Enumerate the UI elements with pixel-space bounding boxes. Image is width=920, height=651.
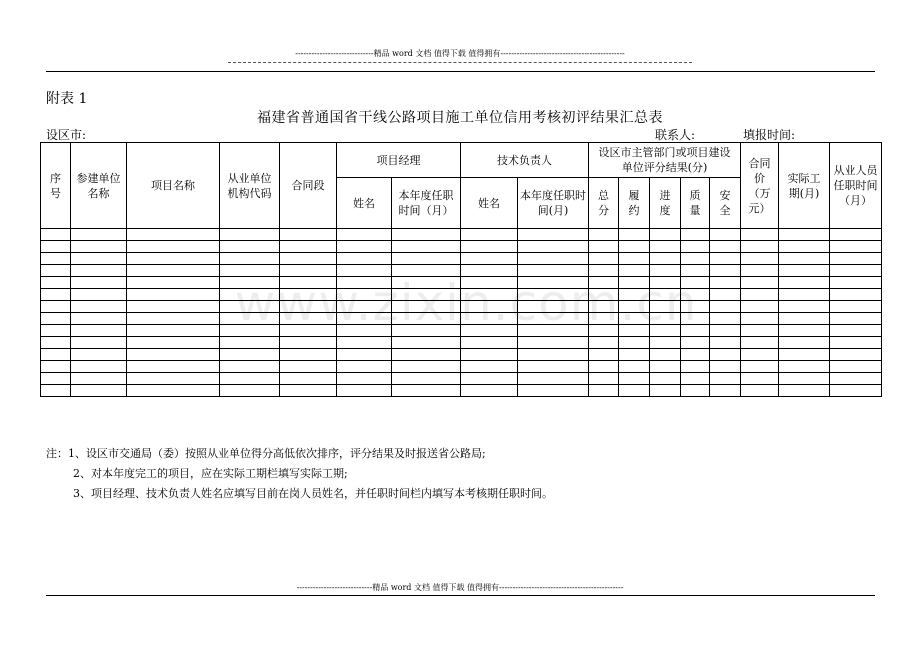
table-row — [41, 313, 882, 325]
sub-header-progress: 进度 — [650, 178, 681, 229]
table-cell[interactable] — [220, 265, 280, 277]
table-cell[interactable] — [779, 229, 830, 241]
table-cell[interactable] — [619, 241, 650, 253]
table-cell[interactable] — [337, 253, 392, 265]
table-cell[interactable] — [71, 265, 127, 277]
table-cell[interactable] — [461, 325, 518, 337]
table-cell[interactable] — [392, 385, 461, 397]
table-cell[interactable] — [710, 313, 741, 325]
table-cell[interactable] — [619, 277, 650, 289]
table-cell[interactable] — [518, 313, 589, 325]
table-cell[interactable] — [220, 277, 280, 289]
table-cell[interactable] — [461, 385, 518, 397]
table-cell[interactable] — [650, 265, 681, 277]
table-cell[interactable] — [830, 325, 882, 337]
table-row — [41, 349, 882, 361]
table-cell[interactable] — [280, 253, 337, 265]
table-row — [41, 373, 882, 385]
table-cell[interactable] — [619, 253, 650, 265]
notes-block — [46, 444, 553, 504]
fill-date-label: 填报时间: — [743, 128, 796, 142]
table-cell[interactable] — [127, 325, 220, 337]
table-cell[interactable] — [41, 301, 71, 313]
table-cell[interactable] — [127, 361, 220, 373]
table-cell[interactable] — [71, 301, 127, 313]
table-cell[interactable] — [518, 349, 589, 361]
table-cell[interactable] — [650, 229, 681, 241]
table-cell[interactable] — [71, 337, 127, 349]
table-cell[interactable] — [41, 229, 71, 241]
table-row — [41, 301, 882, 313]
table-cell[interactable] — [779, 385, 830, 397]
table-cell[interactable] — [392, 241, 461, 253]
page-header-text: -----------------------------精品 word 文档 值得下载 值得拥有---------------------------------------------- — [295, 49, 625, 58]
table-row — [41, 253, 882, 265]
sub-header-pm-term: 本年度任职时间（月） — [392, 178, 461, 229]
table-cell[interactable] — [710, 337, 741, 349]
table-cell[interactable] — [461, 373, 518, 385]
table-cell[interactable] — [589, 349, 619, 361]
table-cell[interactable] — [280, 265, 337, 277]
table-cell[interactable] — [681, 361, 710, 373]
table-cell[interactable] — [518, 277, 589, 289]
table-cell[interactable] — [619, 313, 650, 325]
table-cell[interactable] — [779, 337, 830, 349]
table-cell[interactable] — [741, 253, 779, 265]
table-cell[interactable] — [830, 361, 882, 373]
table-cell[interactable] — [710, 373, 741, 385]
table-cell[interactable] — [650, 289, 681, 301]
table-cell[interactable] — [392, 361, 461, 373]
table-cell[interactable] — [830, 385, 882, 397]
group-header-score: 设区市主管部门或项目建设单位评分结果(分) — [589, 143, 741, 178]
table-cell[interactable] — [71, 289, 127, 301]
table-cell[interactable] — [220, 361, 280, 373]
table-cell[interactable] — [127, 265, 220, 277]
table-cell[interactable] — [127, 301, 220, 313]
table-cell[interactable] — [337, 385, 392, 397]
table-cell[interactable] — [127, 349, 220, 361]
table-cell[interactable] — [41, 289, 71, 301]
sub-header-safety: 安全 — [710, 178, 741, 229]
col-header-staff-term: 从业人员任职时间（月） — [830, 143, 882, 229]
table-cell[interactable] — [741, 241, 779, 253]
watermark: www.zixin.com.cn — [234, 274, 698, 332]
table-cell[interactable] — [741, 265, 779, 277]
table-cell[interactable] — [518, 385, 589, 397]
table-cell[interactable] — [392, 349, 461, 361]
table-cell[interactable] — [392, 229, 461, 241]
page-footer-text: ----------------------------精品 word 文档 值得下载 值得拥有---------------------------------------------- — [296, 583, 624, 592]
summary-table — [40, 142, 882, 397]
table-cell[interactable] — [681, 289, 710, 301]
table-cell[interactable] — [589, 241, 619, 253]
table-cell[interactable] — [461, 241, 518, 253]
table-cell[interactable] — [337, 229, 392, 241]
note-item: 注：1、设区市交通局（委）按照从业单位得分高低依次排序，评分结果及时报送省公路局; — [46, 447, 486, 460]
table-cell[interactable] — [280, 373, 337, 385]
table-cell[interactable] — [518, 373, 589, 385]
table-cell[interactable] — [71, 349, 127, 361]
table-cell[interactable] — [741, 277, 779, 289]
table-cell[interactable] — [589, 337, 619, 349]
table-cell[interactable] — [650, 241, 681, 253]
table-cell[interactable] — [650, 373, 681, 385]
table-cell[interactable] — [619, 325, 650, 337]
footer-rule — [46, 595, 875, 596]
table-cell[interactable] — [71, 361, 127, 373]
table-cell[interactable] — [71, 241, 127, 253]
col-header-unit: 参建单位名称 — [71, 143, 127, 229]
table-cell[interactable] — [619, 373, 650, 385]
table-row — [41, 289, 882, 301]
table-cell[interactable] — [681, 229, 710, 241]
col-header-project: 项目名称 — [127, 143, 220, 229]
table-cell[interactable] — [741, 349, 779, 361]
table-cell[interactable] — [337, 241, 392, 253]
table-cell[interactable] — [681, 373, 710, 385]
table-cell[interactable] — [779, 301, 830, 313]
table-cell[interactable] — [392, 373, 461, 385]
table-cell[interactable] — [830, 253, 882, 265]
table-cell[interactable] — [710, 301, 741, 313]
table-cell[interactable] — [619, 337, 650, 349]
table-cell[interactable] — [741, 313, 779, 325]
table-cell[interactable] — [41, 241, 71, 253]
table-cell[interactable] — [337, 349, 392, 361]
table-cell[interactable] — [619, 361, 650, 373]
table-cell[interactable] — [280, 301, 337, 313]
table-cell[interactable] — [518, 337, 589, 349]
table-cell[interactable] — [392, 313, 461, 325]
table-cell[interactable] — [741, 229, 779, 241]
table-cell[interactable] — [392, 265, 461, 277]
table-cell[interactable] — [589, 301, 619, 313]
table-cell[interactable] — [280, 277, 337, 289]
table-cell[interactable] — [710, 349, 741, 361]
contact-label: 联系人: — [655, 128, 696, 142]
note-item: 2、对本年度完工的项目，应在实际工期栏填写实际工期; — [73, 467, 348, 480]
table-cell[interactable] — [280, 289, 337, 301]
appendix-label: 附表 1 — [46, 91, 88, 107]
table-cell[interactable] — [619, 229, 650, 241]
table-cell[interactable] — [710, 289, 741, 301]
sub-header-tech-term: 本年度任职时间(月) — [518, 178, 589, 229]
table-cell[interactable] — [220, 289, 280, 301]
table-cell[interactable] — [779, 349, 830, 361]
table-cell[interactable] — [681, 301, 710, 313]
table-cell[interactable] — [518, 241, 589, 253]
table-cell[interactable] — [41, 265, 71, 277]
table-cell[interactable] — [337, 361, 392, 373]
table-cell[interactable] — [392, 253, 461, 265]
table-cell[interactable] — [220, 325, 280, 337]
table-cell[interactable] — [127, 313, 220, 325]
table-cell[interactable] — [71, 253, 127, 265]
table-cell[interactable] — [220, 301, 280, 313]
table-cell[interactable] — [461, 349, 518, 361]
table-cell[interactable] — [741, 337, 779, 349]
table-cell[interactable] — [392, 301, 461, 313]
table-cell[interactable] — [337, 301, 392, 313]
table-cell[interactable] — [830, 349, 882, 361]
table-cell[interactable] — [830, 337, 882, 349]
table-header-row-1 — [41, 143, 882, 178]
table-cell[interactable] — [337, 277, 392, 289]
table-cell[interactable] — [41, 277, 71, 289]
table-cell[interactable] — [127, 385, 220, 397]
table-cell[interactable] — [830, 265, 882, 277]
table-cell[interactable] — [280, 337, 337, 349]
table-row — [41, 361, 882, 373]
table-cell[interactable] — [337, 337, 392, 349]
header-dashed-line — [228, 62, 692, 63]
table-cell[interactable] — [127, 289, 220, 301]
table-cell[interactable] — [41, 253, 71, 265]
table-cell[interactable] — [518, 253, 589, 265]
table-cell[interactable] — [280, 361, 337, 373]
table-cell[interactable] — [830, 229, 882, 241]
table-cell[interactable] — [710, 229, 741, 241]
table-cell[interactable] — [589, 313, 619, 325]
col-header-actual-period: 实际工期(月) — [779, 143, 830, 229]
table-cell[interactable] — [681, 277, 710, 289]
table-cell[interactable] — [280, 385, 337, 397]
table-cell[interactable] — [779, 325, 830, 337]
table-cell[interactable] — [127, 337, 220, 349]
table-cell[interactable] — [650, 385, 681, 397]
table-cell[interactable] — [518, 265, 589, 277]
sub-header-performance: 履约 — [619, 178, 650, 229]
table-cell[interactable] — [710, 361, 741, 373]
table-cell[interactable] — [220, 253, 280, 265]
table-cell[interactable] — [589, 361, 619, 373]
table-cell[interactable] — [650, 325, 681, 337]
table-cell[interactable] — [337, 313, 392, 325]
table-cell[interactable] — [518, 361, 589, 373]
table-cell[interactable] — [220, 229, 280, 241]
table-cell[interactable] — [650, 253, 681, 265]
table-cell[interactable] — [41, 337, 71, 349]
table-cell[interactable] — [830, 241, 882, 253]
table-cell[interactable] — [127, 277, 220, 289]
table-cell[interactable] — [41, 361, 71, 373]
table-cell[interactable] — [280, 241, 337, 253]
table-cell[interactable] — [710, 241, 741, 253]
table-cell[interactable] — [650, 337, 681, 349]
table-cell[interactable] — [830, 289, 882, 301]
table-cell[interactable] — [127, 373, 220, 385]
table-cell[interactable] — [779, 241, 830, 253]
table-cell[interactable] — [710, 385, 741, 397]
col-header-org-code: 从业单位机构代码 — [220, 143, 280, 229]
table-cell[interactable] — [681, 349, 710, 361]
table-cell[interactable] — [589, 385, 619, 397]
table-cell[interactable] — [589, 277, 619, 289]
table-cell[interactable] — [710, 265, 741, 277]
table-cell[interactable] — [589, 253, 619, 265]
table-cell[interactable] — [650, 277, 681, 289]
table-cell[interactable] — [337, 325, 392, 337]
table-cell[interactable] — [392, 277, 461, 289]
table-cell[interactable] — [779, 265, 830, 277]
table-cell[interactable] — [741, 289, 779, 301]
table-cell[interactable] — [220, 313, 280, 325]
table-cell[interactable] — [337, 373, 392, 385]
table-cell[interactable] — [71, 277, 127, 289]
table-cell[interactable] — [518, 229, 589, 241]
table-cell[interactable] — [461, 265, 518, 277]
table-cell[interactable] — [518, 301, 589, 313]
table-cell[interactable] — [392, 289, 461, 301]
table-cell[interactable] — [41, 313, 71, 325]
table-cell[interactable] — [220, 373, 280, 385]
sub-header-pm-name: 姓名 — [337, 178, 392, 229]
table-cell[interactable] — [589, 265, 619, 277]
table-row — [41, 385, 882, 397]
table-cell[interactable] — [681, 253, 710, 265]
document-title: 福建省普通国省干线公路项目施工单位信用考核初评结果汇总表 — [257, 110, 663, 126]
table-cell[interactable] — [681, 325, 710, 337]
table-cell[interactable] — [127, 229, 220, 241]
table-cell[interactable] — [710, 277, 741, 289]
table-cell[interactable] — [779, 253, 830, 265]
col-header-contract-price: 合同价（万元） — [741, 143, 779, 229]
table-cell[interactable] — [220, 337, 280, 349]
city-label: 设区市: — [46, 128, 87, 142]
table-cell[interactable] — [71, 325, 127, 337]
table-cell[interactable] — [461, 277, 518, 289]
table-cell[interactable] — [741, 325, 779, 337]
table-cell[interactable] — [127, 253, 220, 265]
table-cell[interactable] — [589, 289, 619, 301]
table-cell[interactable] — [220, 241, 280, 253]
table-cell[interactable] — [830, 313, 882, 325]
table-cell[interactable] — [518, 325, 589, 337]
table-cell[interactable] — [619, 349, 650, 361]
table-cell[interactable] — [71, 229, 127, 241]
table-cell[interactable] — [461, 301, 518, 313]
table-cell[interactable] — [779, 313, 830, 325]
table-cell[interactable] — [337, 289, 392, 301]
table-cell[interactable] — [392, 337, 461, 349]
table-cell[interactable] — [220, 349, 280, 361]
note-item: 3、项目经理、技术负责人姓名应填写目前在岗人员姓名，并任职时间栏内填写本考核期任职时间。 — [73, 487, 553, 500]
table-cell[interactable] — [681, 241, 710, 253]
table-cell[interactable] — [650, 301, 681, 313]
table-cell[interactable] — [741, 385, 779, 397]
table-row — [41, 325, 882, 337]
table-cell[interactable] — [461, 229, 518, 241]
group-header-project-manager: 项目经理 — [337, 143, 461, 178]
table-cell[interactable] — [779, 373, 830, 385]
table-cell[interactable] — [41, 325, 71, 337]
table-cell[interactable] — [461, 313, 518, 325]
table-cell[interactable] — [41, 373, 71, 385]
table-cell[interactable] — [619, 265, 650, 277]
table-cell[interactable] — [461, 361, 518, 373]
table-cell[interactable] — [741, 361, 779, 373]
table-row — [41, 277, 882, 289]
group-header-tech-lead: 技术负责人 — [461, 143, 589, 178]
table-cell[interactable] — [681, 265, 710, 277]
table-cell[interactable] — [220, 385, 280, 397]
col-header-contract-section: 合同段 — [280, 143, 337, 229]
table-cell[interactable] — [392, 325, 461, 337]
table-cell[interactable] — [337, 265, 392, 277]
table-cell[interactable] — [681, 313, 710, 325]
table-cell[interactable] — [830, 301, 882, 313]
table-cell[interactable] — [71, 313, 127, 325]
table-cell[interactable] — [779, 289, 830, 301]
table-row — [41, 241, 882, 253]
table-cell[interactable] — [589, 229, 619, 241]
table-cell[interactable] — [41, 349, 71, 361]
table-cell[interactable] — [830, 373, 882, 385]
table-cell[interactable] — [650, 361, 681, 373]
col-header-seq: 序号 — [41, 143, 71, 229]
table-cell[interactable] — [589, 373, 619, 385]
table-cell[interactable] — [461, 253, 518, 265]
table-cell[interactable] — [280, 229, 337, 241]
table-cell[interactable] — [650, 313, 681, 325]
sub-header-quality: 质量 — [681, 178, 710, 229]
table-cell[interactable] — [779, 361, 830, 373]
table-cell[interactable] — [127, 241, 220, 253]
table-body — [41, 229, 882, 397]
header-rule — [46, 71, 875, 72]
table-cell[interactable] — [619, 301, 650, 313]
table-row — [41, 265, 882, 277]
table-cell[interactable] — [280, 313, 337, 325]
table-cell[interactable] — [461, 289, 518, 301]
table-cell[interactable] — [461, 337, 518, 349]
table-cell[interactable] — [280, 349, 337, 361]
table-cell[interactable] — [619, 385, 650, 397]
table-cell[interactable] — [741, 301, 779, 313]
table-cell[interactable] — [41, 385, 71, 397]
table-cell[interactable] — [779, 277, 830, 289]
table-cell[interactable] — [619, 289, 650, 301]
table-cell[interactable] — [280, 325, 337, 337]
table-cell[interactable] — [589, 325, 619, 337]
sub-header-tech-name: 姓名 — [461, 178, 518, 229]
table-cell[interactable] — [681, 337, 710, 349]
table-cell[interactable] — [830, 277, 882, 289]
table-cell[interactable] — [71, 373, 127, 385]
table-cell[interactable] — [710, 253, 741, 265]
sub-header-total: 总分 — [589, 178, 619, 229]
table-cell[interactable] — [741, 373, 779, 385]
table-cell[interactable] — [650, 349, 681, 361]
table-row — [41, 229, 882, 241]
table-cell[interactable] — [71, 385, 127, 397]
table-cell[interactable] — [681, 385, 710, 397]
table-cell[interactable] — [710, 325, 741, 337]
table-cell[interactable] — [518, 289, 589, 301]
table-row — [41, 337, 882, 349]
